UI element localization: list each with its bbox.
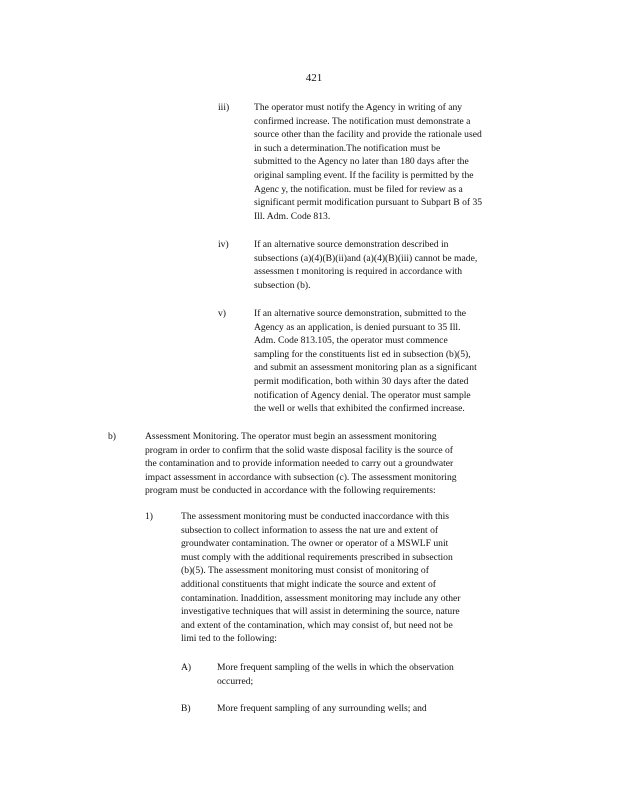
list-item-marker: 1) (145, 511, 153, 522)
text-line: original sampling event. If the facility is permitted by the (254, 169, 474, 181)
text-line: subsection to collect information to assess the nat ure and extent of (181, 524, 439, 536)
text-line: groundwater contamination. The owner or operator of a MSWLF unit (181, 538, 449, 550)
text-line: Assessment Monitoring. The operator must begin an assessment monitoring (145, 431, 437, 442)
text-line: and submit an assessment monitoring plan as a significant (254, 362, 477, 374)
text-line: and extent of the contamination, which may consist of, but need not be (181, 619, 453, 631)
text-line: If an alternative source demonstration, submitted to the (254, 308, 467, 319)
list-item-text (254, 101, 536, 223)
text-line: contamination. Inaddition, assessment monitoring may include any other (181, 592, 461, 604)
list-item-marker: iii) (218, 102, 230, 113)
text-line: notification of Agency denial. The operator must sample (254, 389, 471, 401)
list-item-marker: A) (181, 662, 192, 673)
text-line: subsection (b). (254, 279, 311, 291)
list-item-text (217, 702, 511, 716)
text-line: assessmen t monitoring is required in accordance with (254, 266, 463, 278)
list-item-marker: B) (181, 703, 191, 714)
text-line: Agency as an application, is denied pursuant to 35 Ill. (254, 321, 461, 333)
text-line: occurred; (217, 675, 254, 687)
list-item-text (254, 307, 536, 416)
text-line: program must be conducted in accordance with the following requirements: (145, 485, 436, 497)
text-line: impact assessment in accordance with subsection (c). The assessment monitoring (145, 471, 457, 483)
list-item-text (254, 238, 536, 292)
text-line: The assessment monitoring must be conducted inaccordance with this (181, 511, 450, 522)
text-line: More frequent sampling of the wells in which the observation (217, 662, 454, 673)
list-item-text (181, 510, 535, 646)
list-item-marker: v) (218, 308, 226, 319)
text-line: submitted to the Agency no later than 180 days after the (254, 156, 469, 168)
text-line: program in order to confirm that the solid waste disposal facility is the source of (145, 444, 453, 456)
text-line: subsections (a)(4)(B)(ii)and (a)(4)(B)(iii) cannot be made, (254, 252, 478, 264)
text-line: the contamination and to provide information needed to carry out a groundwater (145, 458, 454, 470)
text-line: confirmed increase. The notification must demonstrate a (254, 115, 471, 127)
text-line: The operator must notify the Agency in writing of any (254, 102, 463, 113)
text-line: Ill. Adm. Code 813. (254, 210, 331, 222)
text-line: must comply with the additional requirements prescribed in subsection (181, 551, 453, 563)
text-line: additional constituents that might indicate the source and extent of (181, 578, 436, 590)
text-line: significant permit modification pursuant to Subpart B of 35 (254, 197, 483, 209)
text-line: investigative techniques that will assist in determining the source, nature (181, 606, 460, 618)
text-line: More frequent sampling of any surrounding wells; and (217, 703, 427, 714)
text-line: sampling for the constituents list ed in subsection (b)(5), (254, 348, 471, 360)
text-line: permit modification, both within 30 days after the dated (254, 375, 469, 387)
text-line: (b)(5). The assessment monitoring must consist of monitoring of (181, 565, 429, 577)
page-number: 421 (305, 72, 323, 84)
text-line: in such a determination.The notification must be (254, 142, 441, 154)
list-item-text (145, 430, 533, 498)
text-line: limi ted to the following: (181, 633, 277, 645)
list-item-marker: b) (108, 431, 116, 442)
text-line: source other than the facility and provide the rationale used (254, 129, 482, 141)
list-item-marker: iv) (218, 239, 229, 250)
text-line: Agenc y, the notification. must be filed for review as a (254, 183, 463, 195)
text-line: Adm. Code 813.105, the operator must commence (254, 335, 448, 347)
list-item-text (217, 661, 511, 688)
text-line: If an alternative source demonstration described in (254, 239, 449, 250)
text-line: the well or wells that exhibited the confirmed increase. (254, 403, 465, 415)
